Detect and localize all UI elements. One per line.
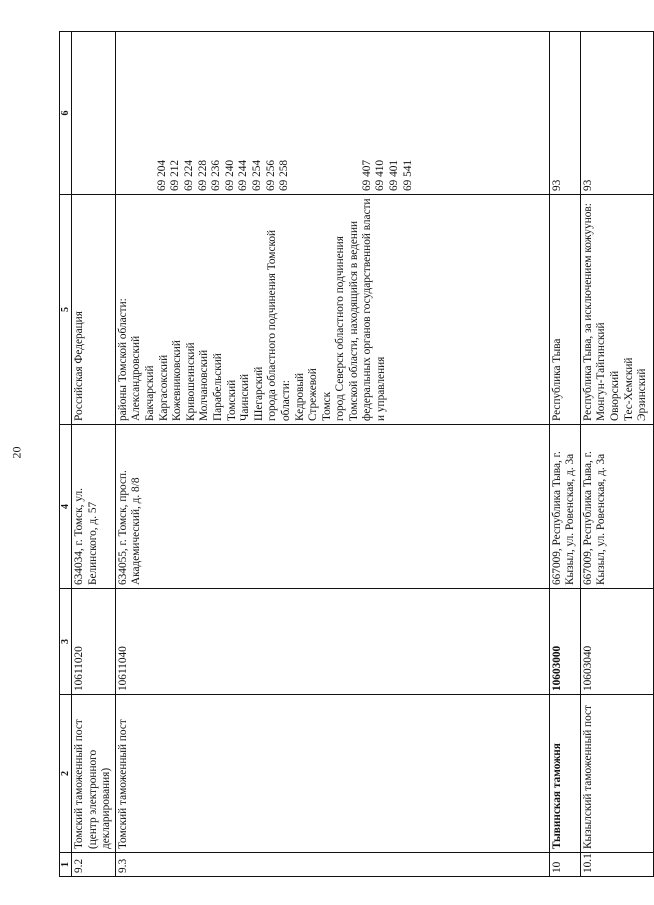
- region-line: Республика Тыва: [550, 338, 563, 421]
- rotated-table-wrap: [59, 32, 649, 877]
- region-line: Монгун-Тайгинский: [595, 322, 608, 421]
- region-line: Кедровый: [293, 373, 306, 421]
- okato-code: 69 401: [387, 159, 400, 191]
- page-number-wrap: [2, 0, 32, 905]
- table-row: [72, 32, 116, 877]
- okato-code: 69 204: [155, 159, 168, 191]
- region-line: Республика Тыва, за исключением кожуунов:: [581, 203, 594, 421]
- okato-code: 69 541: [401, 159, 414, 191]
- region-line: Томский: [225, 379, 238, 421]
- header-cell: 1: [60, 853, 72, 877]
- post-code: 10611040: [115, 589, 549, 695]
- post-code: 10603040: [580, 589, 653, 695]
- okato-code: 69 240: [223, 159, 236, 191]
- okato-code: 69 228: [196, 159, 209, 191]
- okato-code: 69 410: [374, 159, 387, 191]
- header-cell: 3: [60, 589, 72, 695]
- row-number: 10: [549, 853, 580, 877]
- region-cell: [580, 195, 653, 425]
- post-address: 634034, г. Томск, ул. Белинского, д. 57: [72, 425, 116, 589]
- post-name: Кызылский таможенный пост: [580, 695, 653, 853]
- row-number: 10.1: [580, 853, 653, 877]
- region-line: Российская Федерация: [73, 311, 85, 421]
- region-line: города областного подчинения Томской области:: [266, 229, 292, 421]
- okato-code: 69 407: [360, 159, 373, 191]
- region-line: Стрежевой: [307, 368, 320, 421]
- region-line: Кожевниковский: [171, 340, 184, 421]
- post-address: 634055, г. Томск, просп. Академический, д. 8/8: [115, 425, 549, 589]
- region-line: Кривошеинский: [184, 342, 197, 421]
- region-cell: [72, 195, 116, 425]
- region-line: Александровский: [130, 335, 143, 421]
- table-row: [115, 32, 549, 877]
- okato-code: 69 258: [278, 159, 291, 191]
- okato-code: 69 256: [264, 159, 277, 191]
- region-line: Овюрский: [608, 370, 621, 421]
- region-cell: [549, 195, 580, 425]
- post-name: Томский таможенный пост (центр электронного декларирования): [72, 695, 116, 853]
- table-row: [580, 32, 653, 877]
- okato-cell: 93: [549, 32, 580, 195]
- post-address: 667009, Республика Тыва, г. Кызыл, ул. Ровенская, д. 3а: [549, 425, 580, 589]
- region-line: Шегарский: [252, 366, 265, 421]
- document-area: [40, 0, 649, 905]
- region-cell: [115, 195, 549, 425]
- post-address: 667009, Республика Тыва, г. Кызыл, ул. Ровенская, д. 3а: [580, 425, 653, 589]
- customs-name: Тывинская таможня: [549, 695, 580, 853]
- okato-cell: 93: [580, 32, 653, 195]
- row-number: 9.2: [72, 853, 116, 877]
- spacer: [292, 35, 361, 191]
- region-line: Бакчарский: [143, 365, 156, 421]
- okato-code: 69 224: [182, 159, 195, 191]
- header-cell: 2: [60, 695, 72, 853]
- okato-code: 69 236: [210, 159, 223, 191]
- row-number: 9.3: [115, 853, 549, 877]
- header-cell: 6: [60, 32, 72, 195]
- okato-cell: [115, 32, 549, 195]
- region-line: Парабельский: [211, 353, 224, 421]
- table-row: [549, 32, 580, 877]
- region-line: Чаинский: [239, 373, 252, 421]
- post-name: Томский таможенный пост: [115, 695, 549, 853]
- okato-code: 69 244: [237, 159, 250, 191]
- customs-code: 10603000: [549, 589, 580, 695]
- region-line: Молчановский: [198, 349, 211, 421]
- region-line: город Северск областного подчинения Томской области, находящийся в ведении федеральных органов государственной власти и управления: [334, 198, 388, 421]
- region-line: Тес-Хемский: [622, 357, 635, 421]
- header-row: [60, 32, 72, 877]
- header-cell: 5: [60, 195, 72, 425]
- region-line: Каргасокский: [157, 354, 170, 421]
- okato-code: 69 254: [250, 159, 263, 191]
- region-line: Томск: [320, 391, 333, 421]
- region-line: районы Томской области:: [116, 298, 129, 421]
- page-number: 20: [9, 446, 24, 459]
- okato-code: 69 212: [169, 159, 182, 191]
- region-line: Эрзинский: [636, 368, 649, 421]
- customs-table: [59, 31, 654, 877]
- okato-cell: [72, 32, 116, 195]
- header-cell: 4: [60, 425, 72, 589]
- post-code: 10611020: [72, 589, 116, 695]
